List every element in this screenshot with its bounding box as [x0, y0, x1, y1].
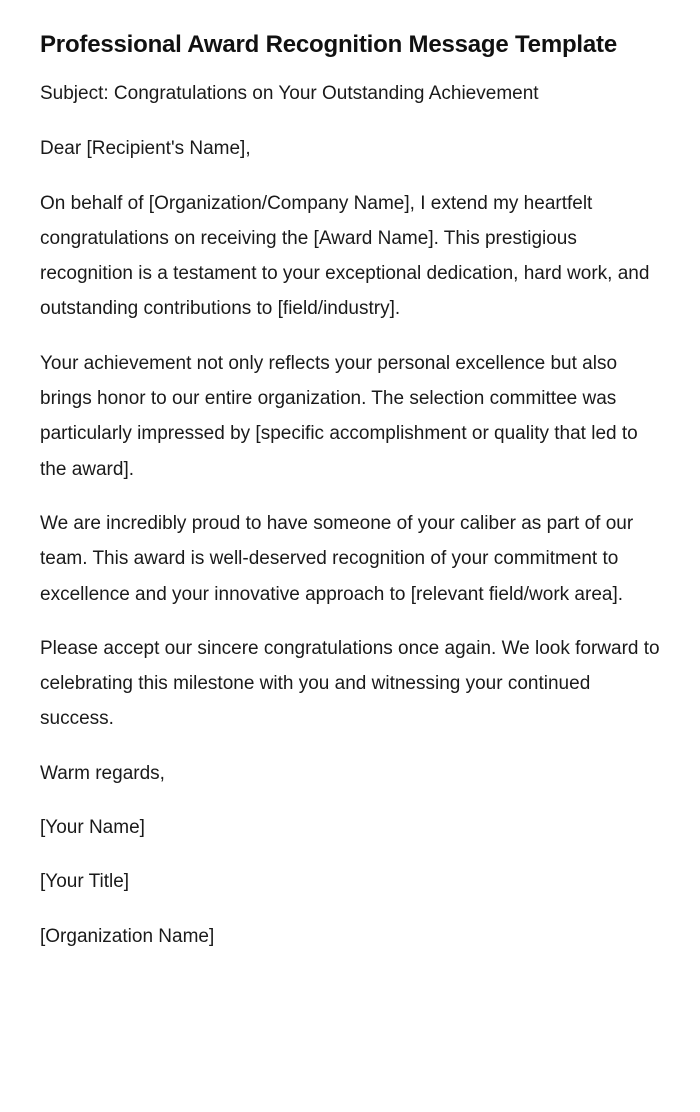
signature-name: [Your Name]	[40, 817, 145, 839]
signature-organization: [Organization Name]	[40, 925, 215, 947]
salutation: Dear [Recipient's Name],	[40, 138, 251, 160]
body-paragraph-3: We are incredibly proud to have someone of your caliber as part of our team. This award is well-deserved recognition of your commitment to excellence and your innovative approach to [relevant field/work area].	[40, 512, 634, 605]
subject-line: Subject: Congratulations on Your Outstanding Achievement	[40, 83, 539, 104]
signature-title: [Your Title]	[40, 871, 130, 893]
body-paragraph-1: On behalf of [Organization/Company Name], I extend my heartfelt congratulations on receiving the [Award Name]. This prestigious recognition is a testament to your exceptional dedication, hard work, and outstanding contributions to [field/industry].	[40, 192, 650, 320]
body-paragraph-4: Please accept our sincere congratulations once again. We look forward to celebrating this milestone with you and witnessing your continued success.	[40, 637, 660, 730]
body-paragraph-2: Your achievement not only reflects your personal excellence but also brings honor to our entire organization. The selection committee was particularly impressed by [specific accomplishment or quality that led to the award].	[40, 352, 638, 480]
document-title: Professional Award Recognition Message Template	[40, 31, 617, 58]
closing: Warm regards,	[40, 762, 165, 784]
